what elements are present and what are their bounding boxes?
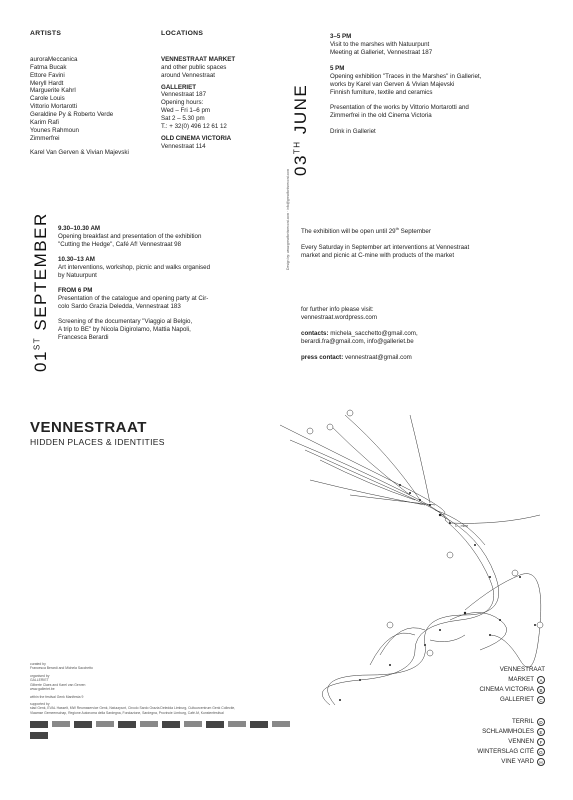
legend-item-key-icon: A [537,676,545,684]
location-cinema-name: OLD CINEMA VICTORIA [161,135,232,143]
locations-section [161,30,279,151]
event-line: Opening exhibition "Traces in the Marshes" in Galleriet, [330,72,482,80]
artist-name: Carole Louis [30,95,65,103]
artist-name: Ettore Favini [30,71,65,79]
event-line: Zimmerfrei in the old Cinema Victoria [330,112,432,120]
curated-label: curated by [30,662,46,666]
sponsor-logo-icon [184,721,202,727]
sponsor-logos [30,721,290,739]
contacts-line-1 [301,330,561,338]
legend-item [430,675,545,685]
september-date [30,212,52,372]
legend-item-label: WINTERSLAG CITÉ [477,748,534,756]
organised-lines [30,678,310,691]
legend-item [430,727,545,737]
organised-line: GALLERIET [30,678,49,683]
artist-name: Vittorio Mortarotti [30,103,77,111]
location-detail-line: and other public spaces [161,63,227,71]
september-events [58,225,288,342]
event-block [58,287,288,343]
artists-section [30,30,150,157]
supported-label: supported by [30,701,50,706]
sponsor-logo-icon [52,721,70,727]
further-label: for further info please visit: [301,305,374,313]
location-cinema [161,135,279,151]
legend-item-key-icon: C [537,696,545,704]
poster-title [30,418,165,448]
event-line: Opening breakfast and presentation of the exhibition [58,232,202,240]
location-galleriet [161,84,279,132]
location-market-name: VENNESTRAAT MARKET [161,55,236,63]
exhibition-open [301,226,561,236]
legend-item [430,717,545,727]
legend-item-key-icon: G [537,748,545,756]
further-url[interactable]: vennestraat.wordpress.com [301,313,378,321]
artist-extra: Karel Van Gerven & Vivian Majevski [30,149,129,156]
event-line: by Natuurpunt [58,271,97,279]
press-contact [301,354,561,362]
artist-name: auroraMeccanica [30,55,78,63]
press-email[interactable]: vennestraat@gmail.com [343,353,412,361]
september-date-month: SEPTEMBER [31,212,50,337]
legend-group2 [430,717,545,767]
event-line [330,97,560,105]
sponsor-logo-icon [228,721,246,727]
legend-item-label: SCHLAMMHOLES [482,728,534,736]
supported-line-1: stad Genk, EVAL Hasselt, MW Reumaservice Genk, Natuurpunt, Circolo Sardo Grazia Deledda Limburg, Cultuurcentrum Genk Collectie, [30,706,236,711]
legend-item [430,685,545,695]
map-label-cmine: C - mine [455,524,469,528]
organised-line: Gilberte Claes and Karel van Gerven [30,682,86,687]
contacts-label: contacts: [301,329,329,337]
legend-item-key-icon: F [537,738,545,746]
sponsor-logo-icon [118,721,136,728]
credits [30,662,310,739]
artists-header: ARTISTS [30,30,62,37]
event-time: 5 PM [330,64,345,72]
legend-item-key-icon: B [537,686,545,694]
design-credit: Design by: www.greatfortisrecord.com · info@greatfortisrecord.com [286,168,290,270]
locations-header: LOCATIONS [161,30,204,37]
legend-item-key-icon: D [537,718,545,726]
legend-group1-title-text: VENNESTRAAT [499,666,545,674]
sponsor-logo-icon [140,721,158,727]
event-line: Screening of the documentary "Viaggio al Belgio, [58,318,193,326]
event-line [58,310,288,318]
contacts-email-2[interactable]: berardi.fra@gmail.com, info@galleriet.be [301,337,414,345]
sponsor-logo-icon [162,721,180,728]
organised-label: organised by [30,673,50,678]
artist-name: Meryll Hardt [30,79,64,87]
sponsor-logo-icon [206,721,224,728]
legend-item-label: VINE YARD [501,758,534,766]
map-legend [430,665,545,767]
sponsor-logo-icon [96,721,114,727]
event-time: 3–5 PM [330,33,352,40]
artist-name: Karim Rafi [30,119,59,127]
event-line: works by Karel van Gerven & Vivian Majevski [330,80,455,88]
location-detail-line: Vennestraat 187 [161,91,207,99]
june-date-day: 03 [291,154,310,176]
artist-name: Zimmerfrei [30,135,60,143]
legend-item-key-icon: E [537,728,545,736]
further-info [301,306,561,322]
june-date [290,84,312,176]
september-date-sup: ST [32,336,42,351]
event-time: FROM 6 PM [58,286,93,294]
event-line: Meeting at Galleriet, Vennestraat 187 [330,48,433,56]
artist-name: Fatma Bucak [30,63,67,71]
title-main: VENNESTRAAT [30,419,147,436]
sponsor-logo-icon [30,732,48,739]
saturday-line: Every Saturday in September art interventions at Vennestraat [301,244,470,251]
organised-line: www.galleriet.be [30,687,55,692]
june-date-month: JUNE [291,83,310,141]
location-detail-line: Wed – Fri 1–6 pm [161,107,211,115]
exhibition-open-post: September [398,228,431,236]
event-line: Presentation of the catalogue and opening party at Cir- [58,294,209,302]
legend-item-key-icon: H [537,758,545,766]
artist-name: Marguerite Kahrl [30,87,76,95]
legend-item [430,747,545,757]
exhibition-open-pre: The exhibition will be open until 29 [301,228,396,236]
saturday-info [301,244,561,260]
sponsor-logo-icon [30,721,48,728]
title-sub: HIDDEN PLACES & IDENTITIES [30,437,165,448]
june-events [330,33,560,136]
legend-item [430,695,545,705]
legend-item-label: MARKET [508,676,534,684]
event-block [58,256,288,280]
sponsor-logo-icon [74,721,92,728]
location-detail-line: Sat 2 – 5.30 pm [161,115,205,123]
info-section [301,226,561,362]
press-label: press contact: [301,353,344,361]
legend-item [430,757,545,767]
legend-item-label: GALLERIET [499,696,534,704]
legend-group1 [430,675,545,705]
september-date-day: 01 [31,350,50,372]
legend-item-label: VENNEN [508,738,534,746]
supported-line-2: Vlaamse Gemeenschap, Regione Autonoma della Sardegna, Fondazione, Sardegna, Provincie Limburg, Café Af, Kunstenfestival [30,710,224,715]
artist-name: Younes Rahmoun [30,127,79,135]
location-detail-line: T.: + 32(0) 496 12 61 12 [161,123,227,131]
artist-name: Geraldine Py & Roberto Verde [30,111,114,119]
event-block [58,225,288,249]
location-market-details [161,64,279,80]
event-block [330,65,560,136]
event-line: Finnish furniture, textile and ceramics [330,88,433,96]
exhibition-open-sup: th [395,226,399,231]
event-line: Drink in Galleriet [330,128,376,136]
location-market [161,56,279,80]
curated-names: Francesca Berardi and Michela Sacchetto [30,666,93,671]
artists-list [30,56,150,143]
event-line: Francesca Berardi [58,334,109,342]
location-detail-line: Vennestraat 114 [161,143,206,151]
event-line: Visit to the marshes with Natuurpunt [330,40,430,48]
event-line: Art interventions, workshop, picnic and walks organised [58,263,211,271]
sponsor-logo-icon [272,721,290,727]
event-line: colo Sardo Grazia Deledda, Vennestraat 183 [58,302,181,310]
event-line [330,120,560,128]
legend-group1-title [430,665,545,675]
event-block [330,33,560,57]
location-detail-line: around Vennestraat [161,71,216,79]
legend-item-label: TERRIL [511,718,534,726]
event-line: "Cutting the Hedge", Café Af! Vennestraat 98 [58,240,182,248]
legend-item-label: CINEMA VICTORIA [479,686,534,694]
event-time: 10.30–13 AM [58,255,95,263]
legend-item [430,737,545,747]
event-line: Presentation of the works by Vittorio Mortarotti and [330,104,469,112]
event-line: A trip to BE" by Nicola Digirolamo, Mattia Napoli, [58,326,191,334]
location-detail-line: Opening hours: [161,99,204,107]
event-time: 9.30–10.30 AM [58,225,101,232]
june-date-sup: TH [292,140,302,155]
location-galleriet-name: GALLERIET [161,83,197,91]
location-cinema-details [161,143,279,151]
festival-line: within the festival Genk Manifesta 9 [30,694,84,699]
saturday-line: market and picnic at C-mine with products of the market [301,251,455,259]
contacts [301,330,561,346]
location-galleriet-details [161,91,279,131]
sponsor-logo-icon [250,721,268,728]
contacts-email-1[interactable]: michela_sacchetto@gmail.com, [328,329,418,337]
